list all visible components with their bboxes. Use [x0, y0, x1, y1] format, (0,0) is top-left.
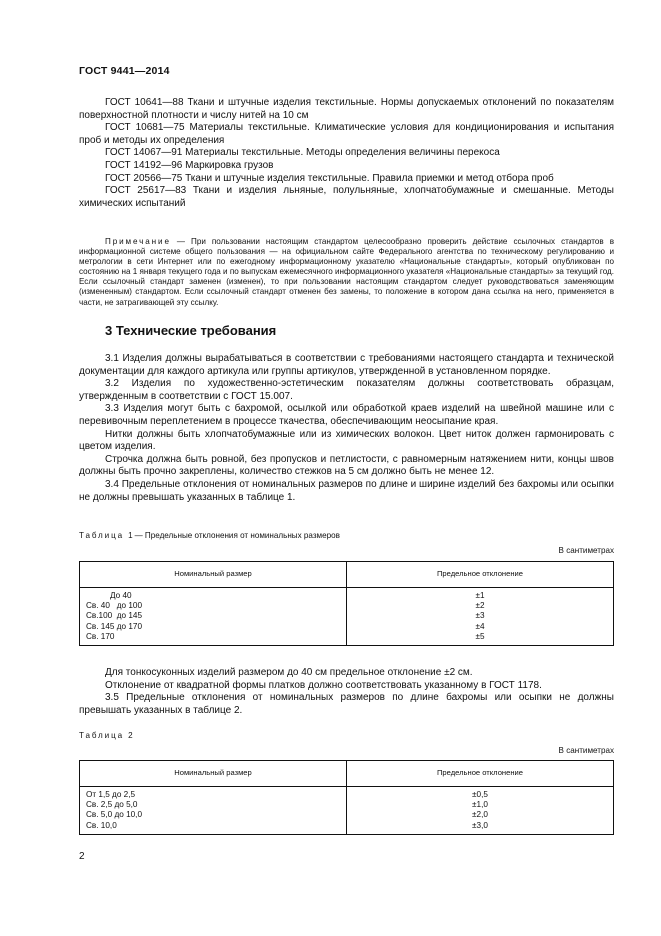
paragraph: 3.5 Предельные отклонения от номинальных размеров по длине бахромы или осыпки не должны превышать указанных в таблице 2.	[79, 692, 614, 716]
paragraph: 3.2 Изделия по художественно-эстетическим показателям должны соответствовать образцам, утвержденным в соответствии с ГОСТ 15.007.	[79, 378, 614, 402]
document-header: ГОСТ 9441—2014	[79, 65, 170, 77]
table-cell: Св. 145 до 170	[80, 622, 347, 632]
table-header-cell: Предельное отклонение	[347, 562, 614, 588]
table-header-row	[80, 761, 614, 787]
note-text: — При пользовании настоящим стандартом целесообразно проверить действие ссылочных стандартов в информационной системе общего пользования — на официальном сайте Федерального агентства по техническому регулированию и метрологии в сети Интернет или по ежегодному информационному указателю «Национальные стандарты», который опубликован по состоянию на 1 января текущего года и по выпускам ежемесячного информационного указателя «Национальные стандарты» за текущий год. Если ссылочный стандарт заменен (изменен), то при пользовании настоящим стандартом следует руководствоваться заменяющим (измененным) стандартом. Если ссылочный стандарт отменен без замены, то положение в котором дана ссылка на него, применяется в части, не затрагивающей эту ссылку.	[79, 237, 615, 307]
reference-item: ГОСТ 14067—91 Материалы текстильные. Методы определения величины перекоса	[105, 147, 500, 159]
table-cell: Св. 170	[80, 632, 347, 646]
reference-item: ГОСТ 25617—83 Ткани и изделия льняные, полульняные, хлопчатобумажные и смешанные. Методы химических испытаний	[79, 185, 614, 209]
table-row	[80, 588, 614, 602]
table2-unit: В сантиметрах	[558, 746, 614, 755]
table-header-cell: Предельное отклонение	[347, 761, 614, 787]
table2	[79, 760, 614, 835]
paragraph: 3.3 Изделия могут быть с бахромой, осылкой или обработкой краев изделий на швейной машине или с перевивочным переплетением в процессе ткачества, обеспечивающим неосыпание края.	[79, 403, 614, 427]
reference-item: ГОСТ 14192—96 Маркировка грузов	[105, 159, 274, 171]
note-block	[79, 237, 614, 308]
paragraph: Отклонение от квадратной формы платков должно соответствовать указанному в ГОСТ 1178.	[105, 679, 542, 691]
table-cell: Св. 5,0 до 10,0	[80, 810, 347, 820]
table-header-row	[80, 562, 614, 588]
table-cell: ±2	[347, 601, 614, 611]
table-header-cell: Номинальный размер	[80, 562, 347, 588]
table-row	[80, 821, 614, 835]
table-row	[80, 611, 614, 621]
table-cell: ±0,5	[347, 787, 614, 801]
reference-item: ГОСТ 10681—75 Материалы текстильные. Климатические условия для кондиционирования и испытания проб и методы их определения	[79, 122, 614, 146]
table-cell: ±3	[347, 611, 614, 621]
table1-unit: В сантиметрах	[558, 546, 614, 555]
requirements-text	[79, 353, 614, 504]
table2-caption	[79, 731, 135, 740]
paragraph: Строчка должна быть ровной, без пропусков и петлистости, с равномерным натяжением нити, концы швов должны быть прочно закреплены, количество стежков на 5 см должно быть не менее 12.	[79, 453, 614, 478]
table-row	[80, 622, 614, 632]
table-cell: ±5	[347, 632, 614, 646]
tolerance-text	[79, 667, 614, 717]
page-number: 2	[79, 851, 85, 862]
table-header-cell: Номинальный размер	[80, 761, 347, 787]
normative-references	[79, 97, 614, 210]
table-cell: Св. 40 до 100	[80, 601, 347, 611]
paragraph: 3.4 Предельные отклонения от номинальных размеров по длине и ширине изделий без бахромы или осыпки не должны превышать указанных в таблице 1.	[79, 478, 614, 503]
table-cell: ±1,0	[347, 800, 614, 810]
table-row	[80, 632, 614, 646]
table-cell: От 1,5 до 2,5	[80, 787, 347, 801]
table-row	[80, 787, 614, 801]
paragraph: Нитки должны быть хлопчатобумажные или из химических волокон. Цвет ниток должен гармонировать с цветом изделия.	[79, 428, 614, 453]
table-cell: ±4	[347, 622, 614, 632]
paragraph: 3.1 Изделия должны вырабатываться в соответствии с требованиями настоящего стандарта и технической документации для каждого артикула или группы артикулов, утвержденной в установленном порядке.	[79, 353, 614, 377]
table-cell: Св. 10,0	[80, 821, 347, 835]
table-cell: ±2,0	[347, 810, 614, 820]
reference-item: ГОСТ 10641—88 Ткани и штучные изделия текстильные. Нормы допускаемых отклонений по показателям поверхностной плотности и числу нитей на 10 см	[79, 97, 614, 121]
table1	[79, 561, 614, 646]
table-cell: ±1	[347, 588, 614, 602]
table-cell: Св.100 до 145	[80, 611, 347, 621]
table-row	[80, 800, 614, 810]
table2-caption-label: Таблица 2	[79, 731, 135, 740]
table-cell: Св. 2,5 до 5,0	[80, 800, 347, 810]
section-title: 3 Технические требования	[105, 323, 277, 338]
reference-item: ГОСТ 20566—75 Ткани и штучные изделия текстильные. Правила приемки и метод отбора проб	[105, 172, 554, 184]
note-label: Примечание	[105, 237, 171, 246]
paragraph: Для тонкосуконных изделий размером до 40 см предельное отклонение ±2 см.	[105, 667, 473, 678]
table-row	[80, 810, 614, 820]
table1-caption	[79, 531, 340, 540]
table1-caption-text: — Предельные отклонения от номинальных размеров	[134, 531, 340, 540]
table-cell: До 40	[80, 588, 347, 602]
table1-caption-label: Таблица 1	[79, 531, 135, 540]
table-cell: ±3,0	[347, 821, 614, 835]
table-row	[80, 601, 614, 611]
